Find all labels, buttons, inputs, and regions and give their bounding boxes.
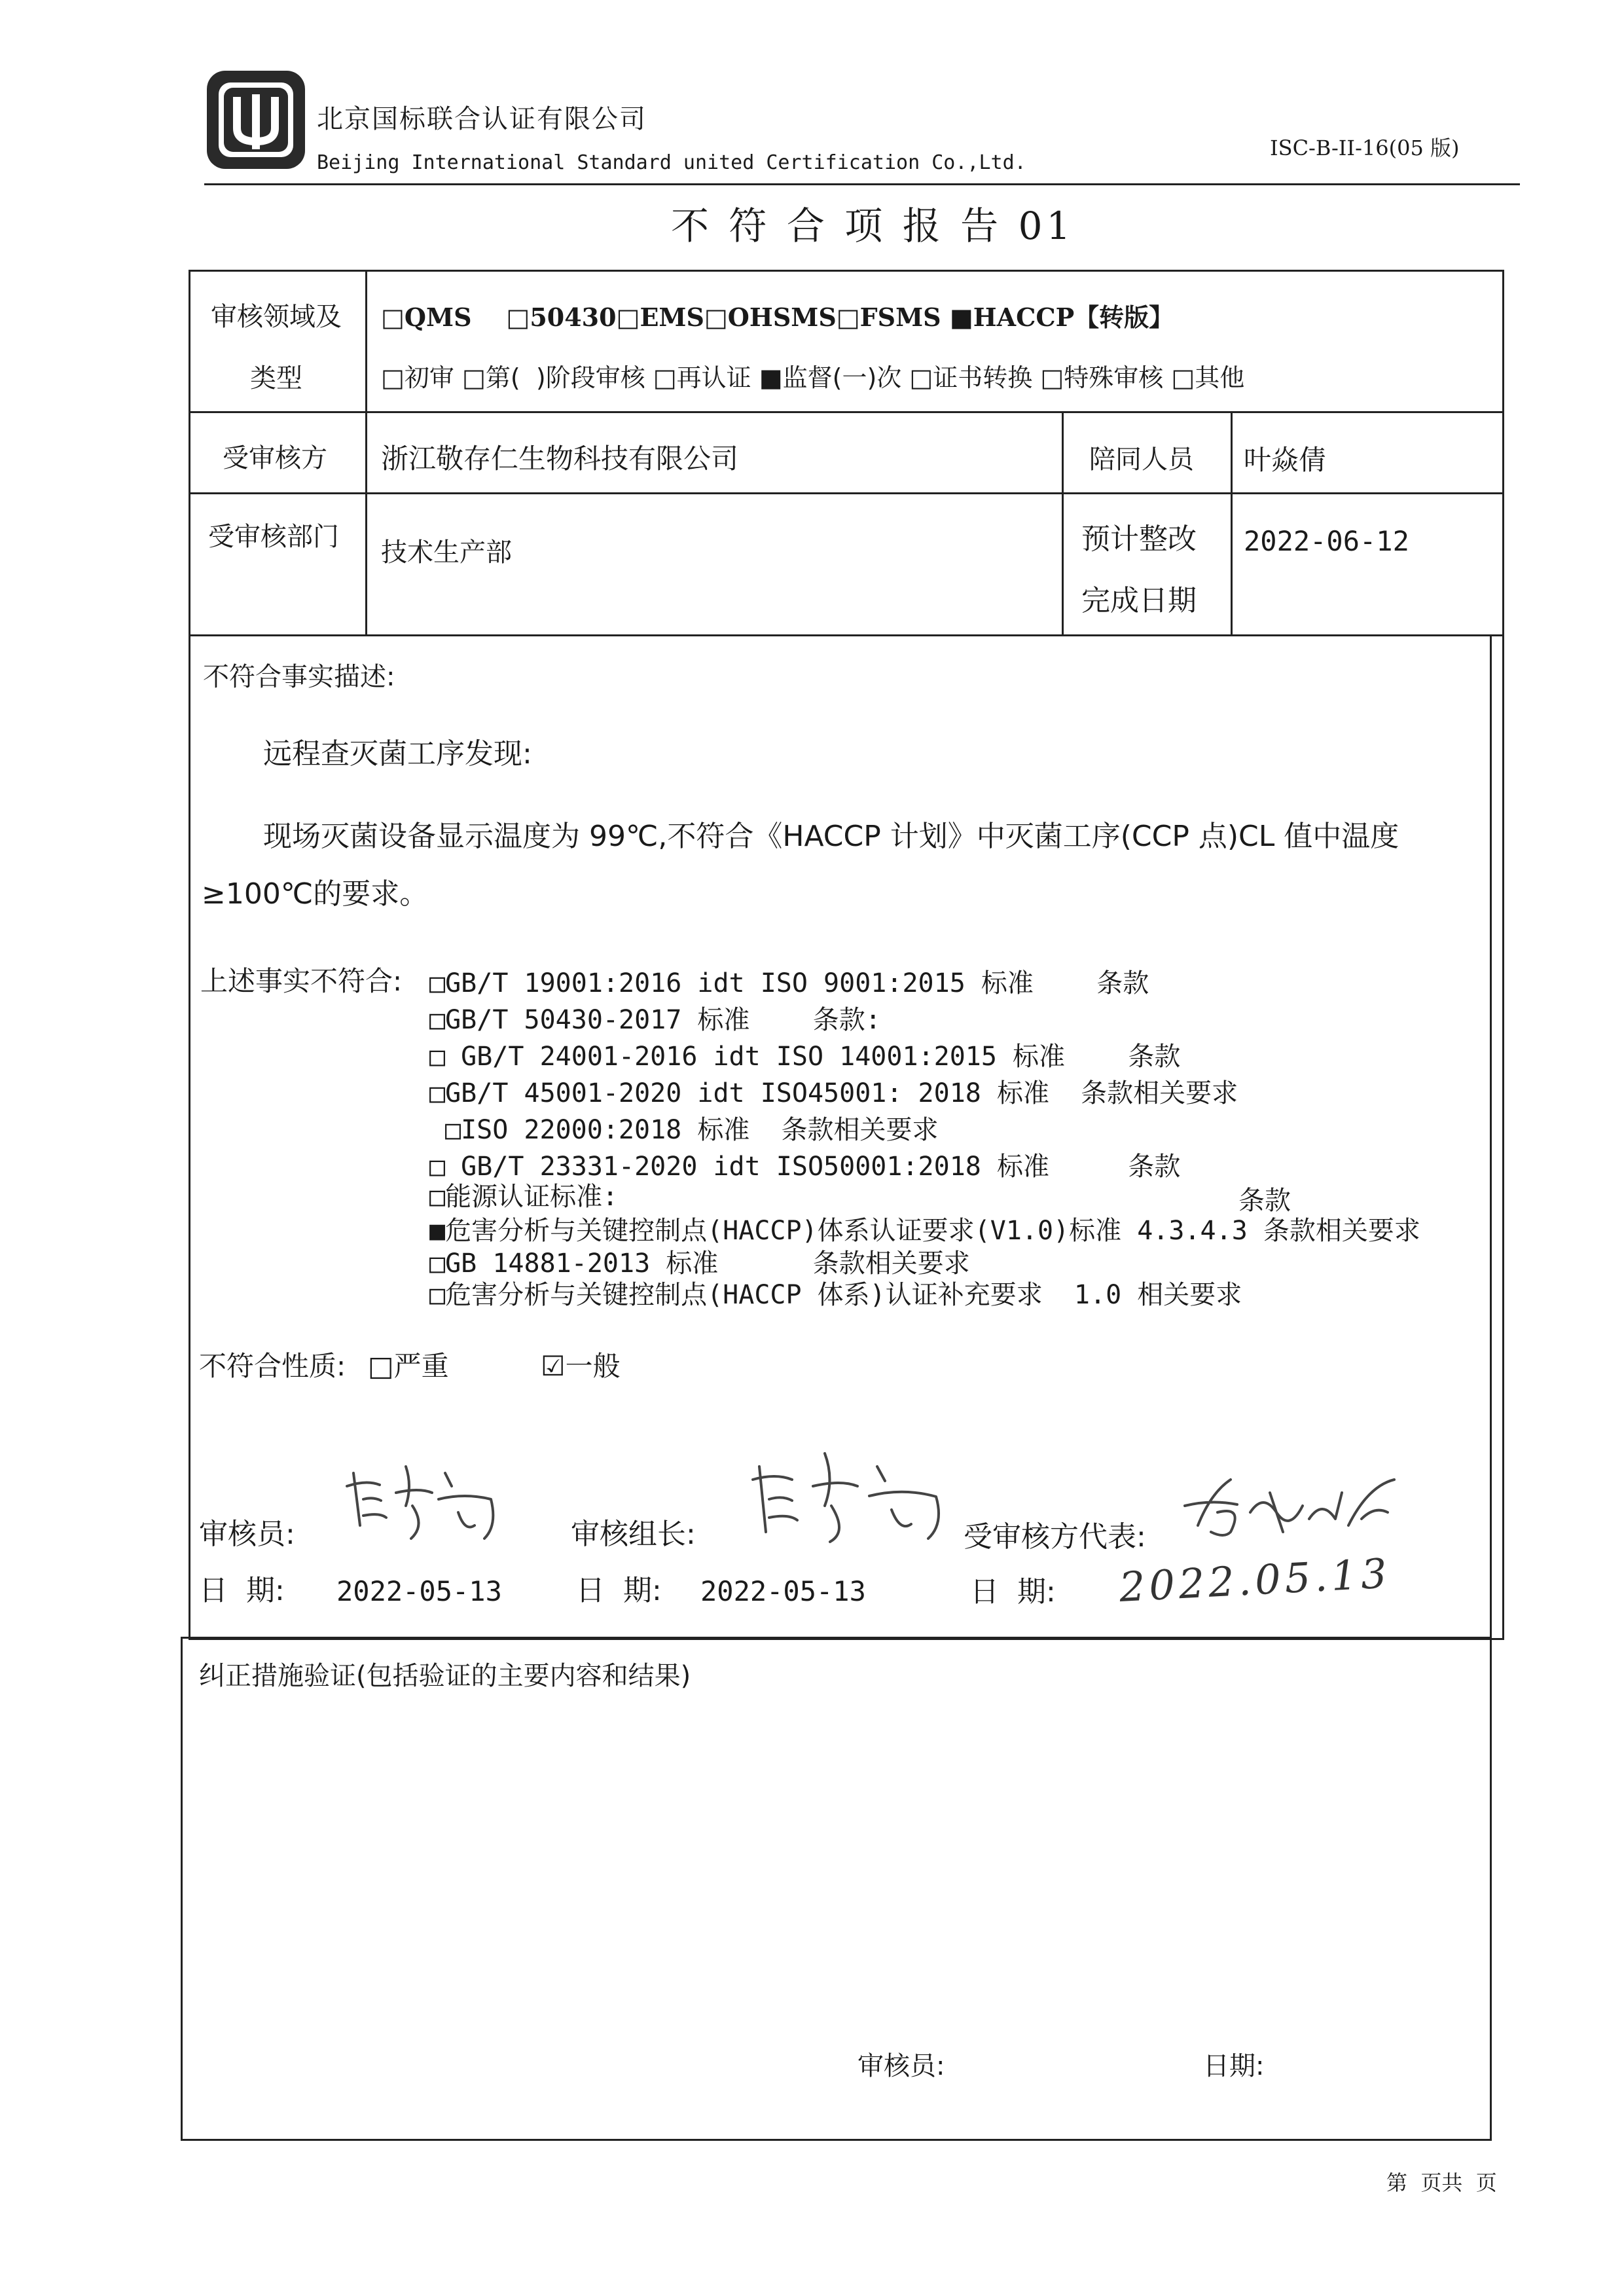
standard-item: □GB/T 50430-2017 标准 条款: (429, 1005, 881, 1035)
auditee-label: 受审核方 (223, 443, 327, 473)
standard-item: □ISO 22000:2018 标准 条款相关要求 (445, 1115, 939, 1145)
company-logo (204, 68, 308, 172)
representative-date: 2022.05.13 (1118, 1549, 1392, 1611)
escort-label: 陪同人员 (1089, 445, 1194, 475)
audit-type-options: □初审 □第( )阶段审核 □再认证 ■监督(一)次 □证书转换 □特殊审核 □其他 (381, 363, 1245, 392)
verification-section (181, 1637, 1492, 2141)
department-label: 受审核部门 (208, 522, 339, 552)
auditee-name: 浙江敬存仁生物科技有限公司 (381, 443, 739, 475)
nature-serious: □严重 (368, 1350, 449, 1382)
report-title: 不 符 合 项 报 告 01 (671, 204, 1075, 248)
scope-label: 审核领域及 (211, 302, 342, 332)
scope-options: □QMS □50430□EMS□OHSMS□FSMS ■HACCP【转版】 (381, 302, 1174, 332)
due-date-label-2: 完成日期 (1081, 584, 1197, 617)
energy-clause: 条款 (1238, 1186, 1291, 1216)
verification-auditor-label: 审核员: (857, 2051, 945, 2081)
nature-label: 不符合性质: (199, 1350, 346, 1382)
type-label: 类型 (250, 363, 302, 393)
escort-name: 叶焱倩 (1244, 444, 1327, 476)
leader-date-label: 日 期: (576, 1574, 662, 1607)
leader-date: 2022-05-13 (700, 1575, 866, 1607)
standard-item: □ GB/T 23331-2020 idt ISO50001:2018 标准 条款 (429, 1152, 1181, 1182)
finding-line-1: 远程查灭菌工序发现: (263, 737, 532, 771)
finding-label: 不符合事实描述: (203, 662, 395, 692)
auditor-date: 2022-05-13 (336, 1575, 502, 1607)
leader-label: 审核组长: (571, 1518, 696, 1551)
standard-item: □ GB/T 24001-2016 idt ISO 14001:2015 标准 条款 (429, 1042, 1181, 1072)
standard-item-haccp: ■危害分析与关键控制点(HACCP)体系认证要求(V1.0)标准 4.3.4.3 条款相关要求 (429, 1216, 1420, 1246)
standard-item: □能源认证标准: (429, 1182, 619, 1212)
finding-line-2: 现场灭菌设备显示温度为 99℃,不符合《HACCP 计划》中灭菌工序(CCP 点)CL 值中温度 (263, 820, 1399, 853)
standards-label: 上述事实不符合: (200, 965, 403, 997)
form-code: ISC-B-II-16(05 版) (1270, 136, 1460, 160)
company-name-en: Beijing International Standard united Certification Co.,Ltd. (317, 151, 1026, 174)
representative-date-label: 日 期: (970, 1575, 1056, 1609)
verification-date-label: 日期: (1203, 2051, 1265, 2081)
auditor-date-label: 日 期: (199, 1574, 285, 1607)
finding-line-3: ≥100℃的要求。 (202, 877, 429, 911)
leader-signature-icon (740, 1440, 949, 1552)
header-rule (204, 183, 1520, 185)
standard-item: □GB 14881-2013 标准 条款相关要求 (429, 1248, 970, 1279)
logo-mark-icon (204, 68, 308, 172)
representative-signature-icon (1172, 1467, 1407, 1545)
department-value: 技术生产部 (381, 538, 512, 568)
due-date-value: 2022-06-12 (1244, 525, 1409, 557)
page-number: 第 页共 页 (1386, 2170, 1497, 2195)
representative-label: 受审核方代表: (964, 1520, 1146, 1554)
nature-general: ☑一般 (541, 1350, 621, 1382)
standard-item: □危害分析与关键控制点(HACCP 体系)认证补充要求 1.0 相关要求 (429, 1280, 1242, 1310)
company-name-cn: 北京国标联合认证有限公司 (317, 104, 647, 134)
standard-item: □GB/T 19001:2016 idt ISO 9001:2015 标准 条款 (429, 968, 1149, 998)
standard-item: □GB/T 45001-2020 idt ISO45001: 2018 标准 条款相关要求 (429, 1078, 1238, 1108)
auditor-signature-icon (334, 1447, 504, 1552)
verification-label: 纠正措施验证(包括验证的主要内容和结果) (199, 1661, 691, 1691)
auditor-label: 审核员: (199, 1518, 295, 1551)
due-date-label-1: 预计整改 (1081, 522, 1197, 556)
